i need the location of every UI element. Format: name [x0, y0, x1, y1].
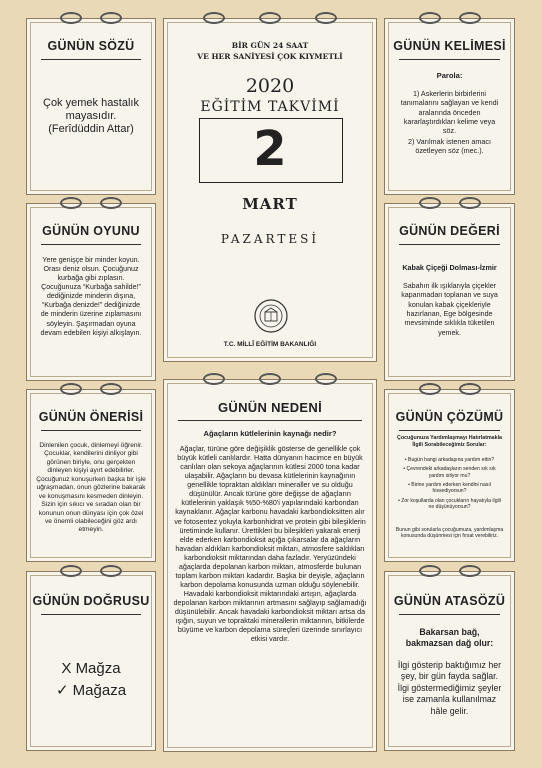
card-gunun-degeri: [384, 203, 515, 381]
ministry-seal-icon: [253, 298, 289, 334]
card-title: GÜNÜN DEĞERİ: [399, 224, 500, 238]
month: MART: [242, 195, 298, 213]
title-rule: [41, 244, 141, 245]
value-subtitle: Kabak Çiçeği Dolması-İzmir: [402, 263, 497, 272]
card-title: GÜNÜN ATASÖZÜ: [393, 594, 506, 608]
quote-author: (Ferîdüddin Attar): [48, 123, 134, 135]
title-rule: [399, 430, 500, 431]
list-item: • Zor koşullarda olan çocukların hayatıyla ilgili ne düşünüyorsun?: [398, 497, 501, 511]
list-item: • Çevrendeki arkadaşların senden sık sık yardım istiyor mu?: [403, 466, 496, 479]
title-rule: [178, 420, 362, 421]
list-item: • Bugün hangi arkadaşına yardım ettin?: [404, 457, 495, 463]
list-item: • Birine yardım ederken kendini nasıl hissediyorsun?: [408, 482, 491, 495]
binder-rings: [164, 373, 376, 387]
day-number: 2: [253, 121, 287, 177]
correct-spelling: ✓ Mağaza: [55, 682, 127, 699]
proverb-meaning: İlgi gösterip baktığımız her şey, bir gün fayda sağlar. İlgi göstermediğimiz şeyler ise zamanla kullanılmaz hâle gelir.: [397, 660, 502, 716]
word: Parola:: [436, 71, 463, 80]
calendar-title: EĞİTİM TAKVİMİ: [200, 99, 340, 115]
quote-text: Çok yemek hastalık mayasıdır.: [43, 97, 139, 123]
card-gunun-atasozu: [384, 571, 515, 751]
reason-question: Ağaçların kütlelerinin kaynağı nedir?: [203, 429, 337, 438]
ministry-name: T.C. MİLLÎ EĞİTİM BAKANLIĞI: [223, 341, 317, 348]
binder-rings: [385, 197, 514, 211]
card-gunun-sozu: [26, 18, 156, 195]
definition-2: 2) Varılmak istenen amacı özetleyen söz (mec.).: [408, 137, 491, 156]
binder-rings: [27, 565, 155, 579]
tagline-line-2: VE HER SANİYESİ ÇOK KIYMETLİ: [197, 52, 343, 61]
card-title: GÜNÜN DOĞRUSU: [32, 594, 150, 608]
card-title: GÜNÜN ÖNERİSİ: [38, 410, 144, 424]
binder-rings: [27, 197, 155, 211]
wrong-spelling: Χ Mağza: [61, 660, 121, 677]
card-gunun-dogrusu: [26, 571, 156, 751]
title-rule: [399, 244, 500, 245]
card-gunun-onerisi: [26, 389, 156, 562]
proverb: Bakarsan bağ, bakmazsan dağ olur:: [405, 627, 494, 649]
binder-rings: [385, 12, 514, 26]
title-rule: [41, 59, 141, 60]
card-title: GÜNÜN ÇÖZÜMÜ: [395, 410, 504, 424]
year: 2020: [245, 75, 295, 97]
binder-rings: [385, 383, 514, 397]
card-title: GÜNÜN SÖZÜ: [47, 39, 135, 53]
card-gunun-nedeni: [163, 379, 377, 752]
card-title: GÜNÜN KELİMESİ: [393, 39, 506, 53]
game-text: Yere genişçe bir minder koyun. Orası deniz olsun. Çocuğunuz kurbağa gibi zıplasın. Çocuğunuza “Kurbağa sahilde!” dediğinizde minderin dışına, “Kurbağa denizde!” dediğinizde de minderin üzerine zıplamasını söyleyin. Şaşırmadan oyuna devam edebilen kişiyi alkışlayın.: [40, 256, 142, 337]
card-gunun-cozumu: [384, 389, 515, 562]
card-title: GÜNÜN OYUNU: [42, 224, 140, 238]
card-title: GÜNÜN NEDENİ: [218, 400, 322, 415]
weekday: PAZARTESİ: [220, 232, 320, 246]
reason-text: Ağaçlar, türüne göre değişiklik gösterse de genellikle çok büyük kütleli canlılardır. Hatta dünyanın hacimce en büyük canlıları olan sekoya ağaçlarının kütlesi 2000 tona kadar ulaşabilir. Ağaçların bu devasa kütlelerinin kaynağının genellikle topraktan aldıkları mineraller ve su olduğu düşünülür. Ancak türüne göre değişse de ağaçların kütlelerinin yaklaşık %50-%80'i yapılarındaki karbondan kaynaklanır. Ağaçlar karbonu havadaki karbondioksitten alır ve fotosentez yoluyla karbonhidrat ve protein gibi bileşiklerin üretiminde kullanır. Ürettikleri bu bileşikleri yakarak enerji elde ederken karbondioksit açığa çıkarsalar da ağaçların havadan aldıkları karbondioksit miktarı, atmosfere saldıkları karbondioksit miktarından daha fazladır. Yeryüzündeki ağaçlarda depolanan karbon miktarı, atmosferde bulunan toplam karbon miktarı kadardır. Başka bir deyişle, ağaçların karbon depolama konusunda uzman olduğu söylenebilir. Havadaki karbondioksit miktarındaki artışın, ağaçlarda depolanan karbon miktarının artmasını sağlayıp sağlamadığı düşünülebilir. Ancak havadaki karbondioksit miktarı artsa da ışığın, suyun ve topraktaki minerallerin miktarının, bitkilerde büyüme ve karbon depolama süreçleri üzerinde sınırlayıcı etkisi vardır.: [173, 444, 367, 644]
title-rule: [399, 59, 500, 60]
card-cover: [163, 18, 377, 362]
suggestion-text: Dinlenilen çocuk, dinlemeyi öğrenir. Çocuklar, kendilerini dinliyor gibi görünen biriyle, onu gerçekten dinleyen kişiyi ayırt edebilirler. Çocuğunuz konuşurken başka bir işle uğraşmadan, onun gözlerine bakarak ve konuşmasını kesmeden dinleyin. Sizin için sıkıcı ve sıradan olan bir konunun onun dünyası için çok özel ve önemli olabileceğini göz ardı etmeyin.: [36, 442, 146, 534]
title-rule: [41, 430, 141, 431]
definition-1: 1) Askerlerin birbirlerini tanımalarını sağlayan ve kendi aralarında önceden kararlaştırdıkları kelime veya söz.: [400, 89, 499, 136]
solution-subtitle: Çocuğunuza Yardımlaşmayı Hatırlatmakla İlgili Sorabileceğimiz Sorular:: [397, 435, 502, 448]
solution-footer: Bunun gibi sorularla çocuğumuza, yardımlaşma konusunda düşünmesi için fırsat verebiliriz.: [395, 527, 504, 540]
binder-rings: [27, 12, 155, 26]
card-gunun-oyunu: [26, 203, 156, 381]
value-text: Sabahın ilk ışıklarıyla çiçekler kapanmadan toplanan ve suya konulan kabak çiçekleriyle hazırlanan, Ege bölgesinde mevsiminde sıklıkla tüketilen yemek.: [401, 282, 498, 337]
title-rule: [399, 614, 500, 615]
solution-list: [395, 457, 504, 514]
card-gunun-kelimesi: [384, 18, 515, 195]
binder-rings: [164, 12, 376, 26]
binder-rings: [385, 565, 514, 579]
binder-rings: [27, 383, 155, 397]
title-rule: [41, 614, 141, 615]
tagline-line-1: BİR GÜN 24 SAAT: [231, 41, 309, 50]
